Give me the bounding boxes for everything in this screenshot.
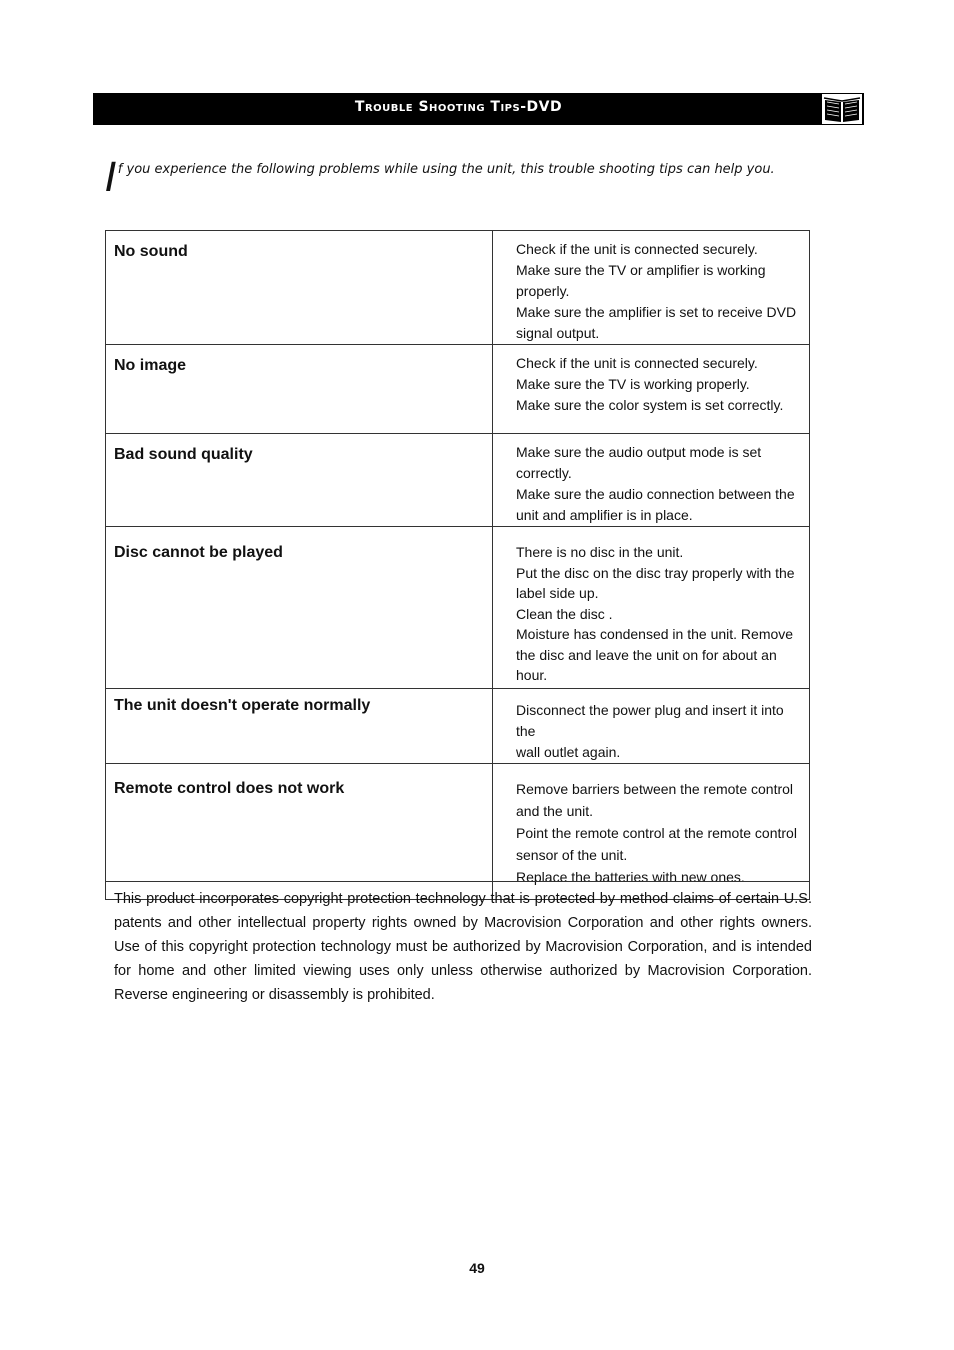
solution-line: Make sure the amplifier is set to receive DVD [516,304,797,320]
solution-cell [493,527,810,689]
solution-line: Disconnect the power plug and insert it into the [516,702,784,739]
problem-cell: The unit doesn't operate normally [106,689,493,764]
book-icon [822,94,862,124]
solution-line: Check if the unit is connected securely. [516,241,758,257]
solution-line: signal output. [516,325,600,341]
problem-cell: No sound [106,231,493,345]
section-header-bar [93,93,864,125]
solution-line: Put the disc on the disc tray properly with the [516,564,795,581]
table-row [106,231,810,345]
table-row [106,527,810,689]
solution-cell [493,231,810,345]
solution-line: Make sure the TV is working properly. [516,376,750,392]
table-row [106,434,810,527]
solution-line: Moisture has condensed in the unit. Remove [516,626,794,642]
problem-cell: Bad sound quality [106,434,493,527]
solution-line: Clean the disc . [516,605,613,622]
problem-cell: No image [106,345,493,434]
solution-cell [493,689,810,764]
drop-cap: I [105,155,117,201]
solution-cell [493,434,810,527]
divider [105,881,810,882]
solution-line: Remove barriers between the remote control [516,781,794,797]
solution-line: label side up. [516,585,599,601]
solution-line: Point the remote control at the remote control [516,825,797,841]
section-title: Trouble Shooting Tips-DVD [354,99,563,115]
intro-text: f you experience the following problems while using the unit, this trouble shooting tips can help you. [117,162,775,177]
solution-line: Make sure the audio connection between the [516,486,795,502]
solution-line: There is no disc in the unit. [516,544,684,560]
solution-cell [493,345,810,434]
solution-line: Make sure the audio output mode is set correctly. [516,444,762,481]
table-row [106,689,810,764]
solution-line: Make sure the color system is set correctly. [516,397,784,413]
solution-line: unit and amplifier is in place. [516,507,693,523]
solution-cell [493,764,810,900]
table-row [106,764,810,900]
solution-line: and the unit. [516,803,594,819]
solution-line: sensor of the unit. [516,847,628,863]
page-number: 49 [469,1260,485,1276]
solution-line: Make sure the TV or amplifier is working properly. [516,262,766,299]
troubleshooting-table [105,230,810,900]
solution-line: Check if the unit is connected securely. [516,355,758,371]
table-row [106,345,810,434]
problem-cell: Remote control does not work [106,764,493,900]
intro-paragraph [105,155,825,201]
solution-line: Replace the batteries with new ones. [516,869,745,885]
solution-line: wall outlet again. [516,744,621,760]
problem-cell: Disc cannot be played [106,527,493,689]
copyright-notice: This product incorporates copyright protection technology that is protected by method claims of certain U.S. patents and other intellectual property rights owned by Macrovision Corporation and other rights owners. Use of this copyright protection technology must be authorized by Macrovision Corporation, and is intended for home and other limited viewing uses only unless otherwise authorized by Macrovision Corporation. Reverse engineering or disassembly is prohibited. [114,891,812,1003]
solution-line: the disc and leave the unit on for about an [516,646,777,663]
solution-line: hour. [516,667,548,683]
